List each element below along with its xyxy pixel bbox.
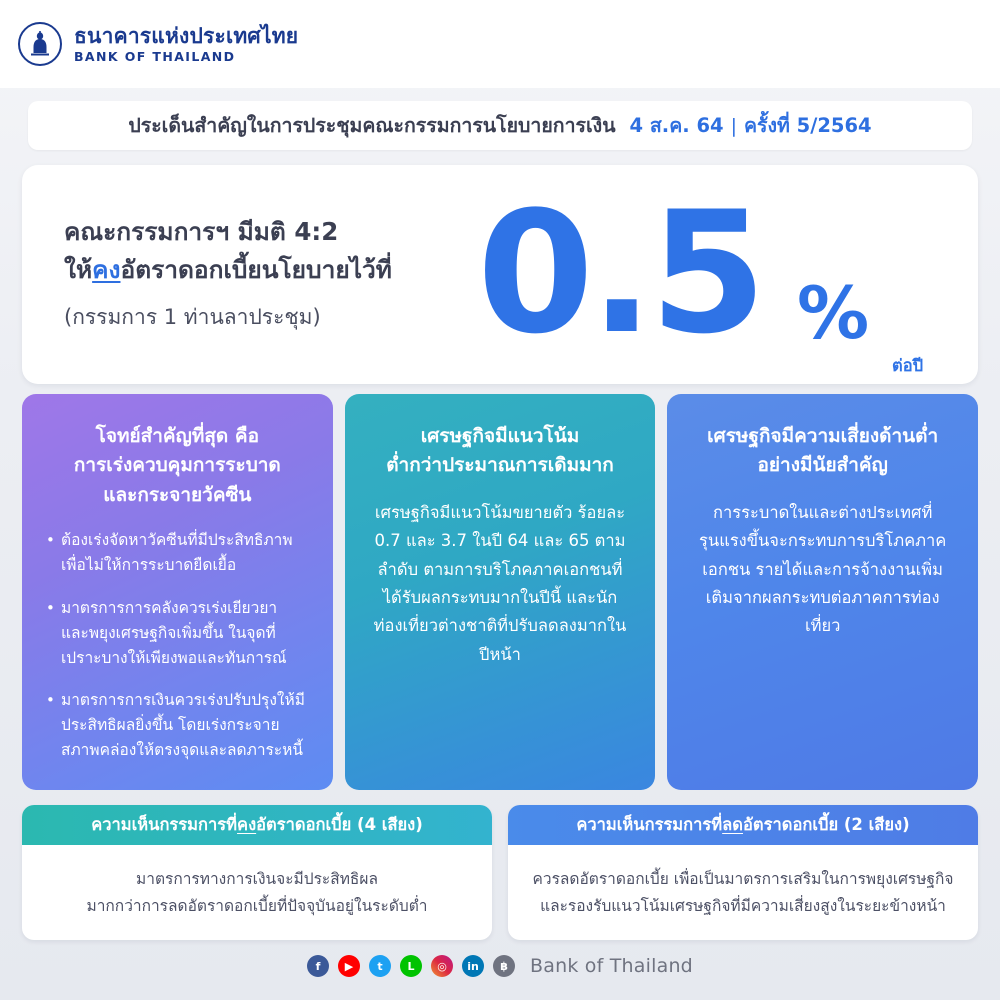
column-vaccine-heading bbox=[46, 422, 309, 510]
title-bar bbox=[28, 101, 972, 150]
body-line: มากกว่าการลดอัตราดอกเบี้ยที่ปัจจุบันอยู่ในระดับต่ำ bbox=[86, 896, 428, 915]
policy-rate-value: 0.5 bbox=[477, 175, 763, 371]
opinion-hold-body bbox=[22, 845, 492, 940]
decision-line bbox=[64, 251, 484, 289]
opinion-cut-heading bbox=[508, 805, 978, 845]
body-line: มาตรการทางการเงินจะมีประสิทธิผล bbox=[136, 870, 378, 889]
bank-name-th: ธนาคารแห่งประเทศไทย bbox=[74, 23, 299, 48]
policy-rate-text-block bbox=[64, 213, 484, 332]
linkedin-icon[interactable]: in bbox=[462, 955, 484, 977]
per-year-label: ต่อปี bbox=[892, 356, 924, 375]
title-separator: | bbox=[730, 114, 737, 137]
opinion-card-cut bbox=[508, 805, 978, 940]
line-icon[interactable]: L bbox=[400, 955, 422, 977]
heading-line: อย่างมีนัยสำคัญ bbox=[757, 454, 888, 477]
decision-suffix: อัตราดอกเบี้ยนโยบายไว้ที่ bbox=[120, 254, 392, 284]
body-line: ควรลดอัตราดอกเบี้ย เพื่อเป็นมาตรการเสริมในการพยุงเศรษฐกิจ bbox=[532, 870, 954, 889]
column-growth-outlook bbox=[345, 394, 656, 790]
bot-icon[interactable]: ฿ bbox=[493, 955, 515, 977]
column-risk-body: การระบาดในและต่างประเทศที่รุนแรงขึ้นจะกระทบการบริโภคภาคเอกชน รายได้และการจ้างงานเพิ่มเติมจากผลกระทบต่อภาคการท่องเที่ยว bbox=[699, 502, 947, 636]
list-item: • ต้องเร่งจัดหาวัคซีนที่มีประสิทธิภาพ เพื่อไม่ให้การระบาดยืดเยื้อ bbox=[46, 528, 309, 578]
percent-sign: % bbox=[797, 271, 870, 355]
bot-seal-icon bbox=[18, 22, 62, 66]
decision-keyword: คง bbox=[92, 254, 121, 284]
heading-line: เศรษฐกิจมีแนวโน้ม bbox=[420, 425, 580, 447]
footer-label: Bank of Thailand bbox=[530, 955, 693, 977]
absent-note: (กรรมการ 1 ท่านลาประชุม) bbox=[64, 304, 321, 329]
vote-line: คณะกรรมการฯ มีมติ 4:2 bbox=[64, 217, 339, 246]
heading-line: เศรษฐกิจมีความเสี่ยงด้านต่ำ bbox=[707, 425, 939, 447]
body-line: และรองรับแนวโน้มเศรษฐกิจที่มีความเสี่ยงสูงในระยะข้างหน้า bbox=[540, 896, 946, 915]
policy-rate-card bbox=[22, 165, 978, 384]
decision-prefix: ให้ bbox=[64, 254, 93, 284]
column-risk-heading bbox=[691, 422, 954, 481]
twitter-icon[interactable]: t bbox=[369, 955, 391, 977]
youtube-icon[interactable]: ▶ bbox=[338, 955, 360, 977]
column-vaccine-bullets bbox=[46, 528, 309, 763]
heading-line: และกระจายวัคซีน bbox=[103, 483, 252, 506]
footer bbox=[0, 946, 1000, 986]
opinion-card-hold bbox=[22, 805, 492, 940]
key-points-columns bbox=[22, 394, 978, 790]
header bbox=[0, 0, 1000, 88]
meeting-date: 4 ส.ค. 64 bbox=[629, 114, 724, 137]
list-item: • มาตรการการเงินควรเร่งปรับปรุงให้มีประสิทธิผลยิ่งขึ้น โดยเร่งกระจายสภาพคล่องให้ตรงจุดและลดภาระหนี้ bbox=[46, 688, 309, 763]
list-item: • มาตรการการคลังควรเร่งเยียวยา และพยุงเศรษฐกิจเพิ่มขึ้น ในจุดที่เปราะบางให้เพียงพอและทันการณ์ bbox=[46, 596, 309, 671]
bank-name-block bbox=[74, 23, 298, 66]
bank-name-en: BANK OF THAILAND bbox=[74, 49, 236, 64]
instagram-icon[interactable]: ◎ bbox=[431, 955, 453, 977]
opinion-hold-heading bbox=[22, 805, 492, 845]
column-downside-risk bbox=[667, 394, 978, 790]
opinion-hold-prefix: ความเห็นกรรมการที่ bbox=[91, 815, 238, 834]
opinion-hold-keyword: คง bbox=[237, 815, 257, 834]
column-growth-heading bbox=[369, 422, 632, 481]
opinion-cut-body bbox=[508, 845, 978, 940]
column-growth-body: เศรษฐกิจมีแนวโน้มขยายตัว ร้อยละ 0.7 และ 3.7 ในปี 64 และ 65 ตามลำดับ ตามการบริโภคภาคเอกชนที่ได้รับผลกระทบมากในปีนี้ และนักท่องเที่ยวต่างชาติที่ปรับลดลงมากในปีหน้า bbox=[373, 502, 627, 664]
opinion-hold-suffix: อัตราดอกเบี้ย (4 เสียง) bbox=[256, 815, 423, 834]
opinion-cut-prefix: ความเห็นกรรมการที่ bbox=[576, 815, 723, 834]
title-text: ประเด็นสำคัญในการประชุมคณะกรรมการนโยบายการเงิน bbox=[128, 114, 616, 137]
heading-line: การเร่งควบคุมการระบาด bbox=[73, 454, 281, 477]
committee-opinions bbox=[22, 805, 978, 940]
meeting-number: ครั้งที่ 5/2564 bbox=[743, 114, 872, 137]
heading-line: โจทย์สำคัญที่สุด คือ bbox=[95, 425, 260, 447]
opinion-cut-suffix: อัตราดอกเบี้ย (2 เสียง) bbox=[743, 815, 910, 834]
facebook-icon[interactable]: f bbox=[307, 955, 329, 977]
heading-line: ต่ำกว่าประมาณการเดิมมาก bbox=[386, 454, 614, 477]
column-vaccine bbox=[22, 394, 333, 790]
opinion-cut-keyword: ลด bbox=[722, 815, 743, 834]
